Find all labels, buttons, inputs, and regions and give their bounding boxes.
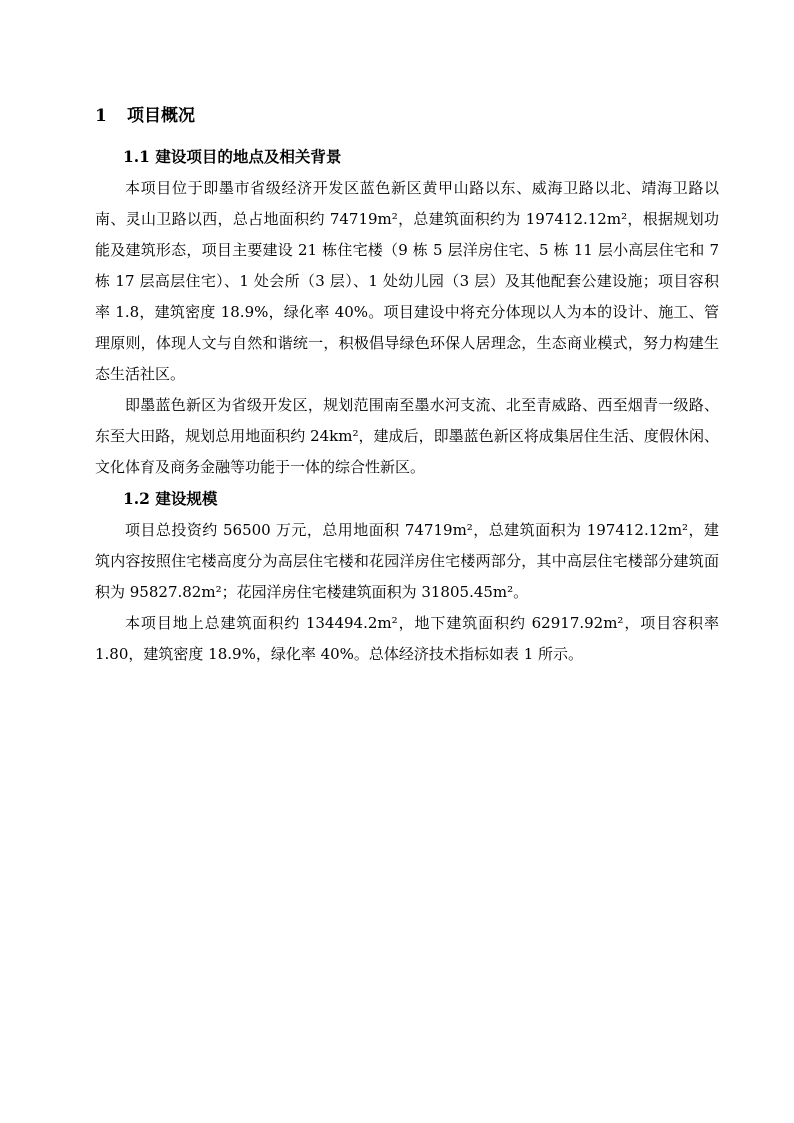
subsection-heading-1-1: 1.1 建设项目的地点及相关背景 [123, 147, 342, 166]
section-title: 项目概况 [127, 106, 195, 126]
section-heading-1 [95, 104, 195, 128]
subsection-heading-1-2: 1.2 建设规模 [123, 489, 218, 508]
paragraph-new-district: 即墨蓝色新区为省级开发区，规划范围南至墨水河支流、北至青威路、西至烟青一级路、东至大田路，规划总用地面积约 24km²，建成后，即墨蓝色新区将成集居住生活、度假休闲、文化体育及商务金融等功能于一体的综合性新区。 [95, 396, 719, 476]
paragraph-indicators: 本项目地上总建筑面积约 134494.2m²，地下建筑面积约 62917.92m²，项目容积率 1.80，建筑密度 18.9%，绿化率 40%。总体经济技术指标如表 1 所示。 [95, 614, 719, 663]
section-number: 1 [95, 106, 107, 126]
paragraph-scale: 项目总投资约 56500 万元，总用地面积 74719m²，总建筑面积为 197412.12m²，建筑内容按照住宅楼高度分为高层住宅楼和花园洋房住宅楼两部分，其中高层住宅楼部分建筑面积为 95827.82m²；花园洋房住宅楼建筑面积为 31805.45m²。 [95, 521, 719, 601]
paragraph-location: 本项目位于即墨市省级经济开发区蓝色新区黄甲山路以东、威海卫路以北、靖海卫路以南、灵山卫路以西，总占地面积约 74719m²，总建筑面积约为 197412.12m²，根据规划功能及建筑形态，项目主要建设 21 栋住宅楼（9 栋 5 层洋房住宅、5 栋 11 层小高层住宅和 7 栋 17 层高层住宅）、1 处会所（3 层）、1 处幼儿园（3 层）及其他配套公建设施；项目容积率 1.8，建筑密度 18.9%，绿化率 40%。项目建设中将充分体现以人为本的设计、施工、管理原则，体现人文与自然和谐统一，积极倡导绿色环保人居理念，生态商业模式，努力构建生态生活社区。 [95, 179, 719, 383]
